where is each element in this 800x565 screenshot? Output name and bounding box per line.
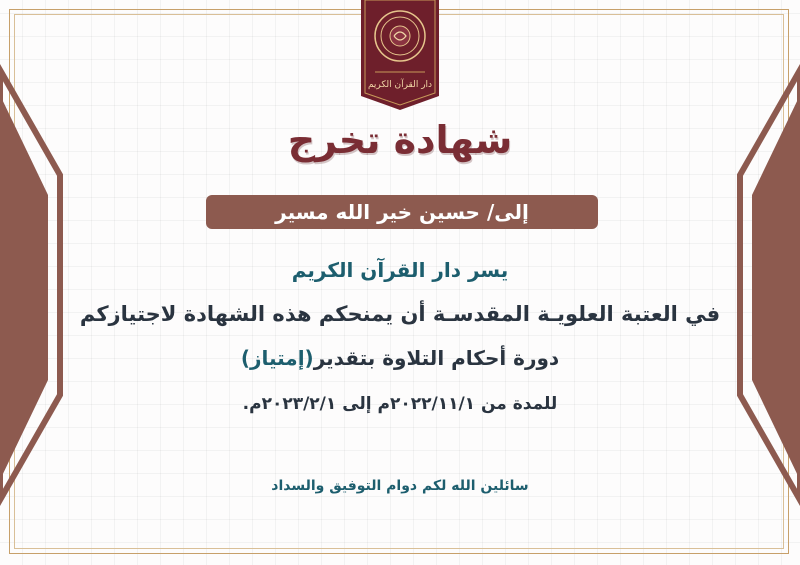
award-statement: في العتبة العلويـة المقدسـة أن يمنحكم هذه الشهادة لاجتيازكم xyxy=(79,302,721,326)
right-chevron-ornament xyxy=(730,0,800,565)
institution-emblem xyxy=(361,0,439,110)
closing-wish: سائلين الله لكم دوام التوفيق والسداد xyxy=(271,478,529,494)
emblem-caption: دار القرآن الكريم xyxy=(367,80,433,90)
recipient-banner xyxy=(206,195,598,229)
issuer-line: يسر دار القرآن الكريم xyxy=(291,258,509,282)
certificate-title: شهادة تخرج xyxy=(287,118,513,162)
course-name: دورة أحكام التلاوة بتقدير xyxy=(313,346,560,370)
course-period: للمدة من ٢٠٢٢/١١/١م إلى ٢٠٢٣/٢/١م. xyxy=(242,394,558,414)
grade-text: (إمتياز) xyxy=(240,346,314,370)
recipient-name: إلى/ حسين خير الله مسير xyxy=(275,200,529,224)
course-line xyxy=(60,346,740,370)
emblem-seal-icon xyxy=(361,0,439,110)
